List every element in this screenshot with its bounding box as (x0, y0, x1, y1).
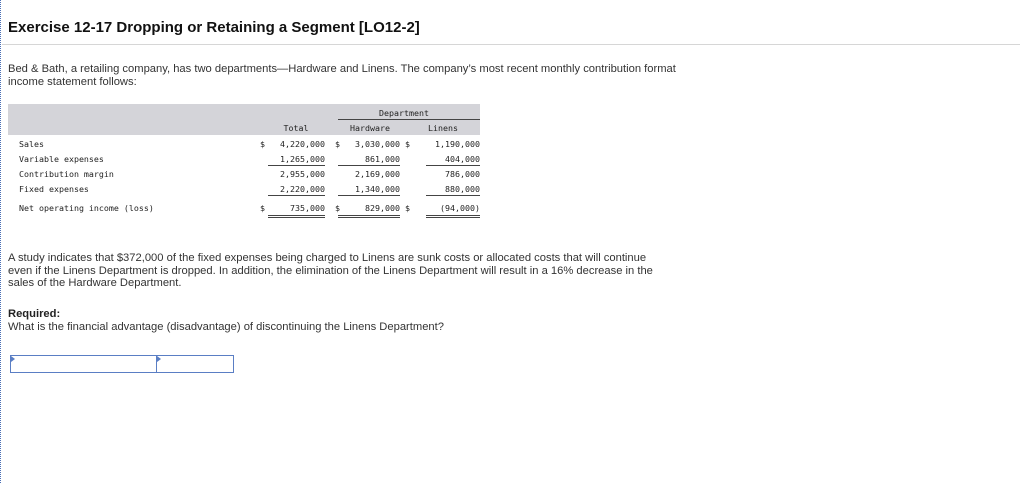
row-label-sales: Sales (19, 139, 44, 149)
net-operating-income-linens: (94,000) (440, 203, 480, 213)
sales-hardware: 3,030,000 (355, 139, 400, 149)
fixed-expenses-total: 2,220,000 (280, 184, 325, 194)
sales-linens: 1,190,000 (435, 139, 480, 149)
column-header-total: Total (283, 123, 309, 133)
intro-line: income statement follows: (8, 75, 137, 88)
row-label-variable-expenses: Variable expenses (19, 154, 104, 164)
contribution-margin-total: 2,955,000 (280, 169, 325, 179)
linens-underline (426, 165, 480, 166)
department-underline (338, 119, 480, 120)
study-line: sales of the Hardware Department. (8, 277, 182, 289)
contribution-margin-linens: 786,000 (445, 169, 480, 179)
study-paragraph (8, 252, 653, 290)
variable-expenses-linens: 404,000 (445, 154, 480, 164)
left-dotted-rule (0, 0, 1, 483)
intro-paragraph (8, 63, 676, 88)
total-double-underline (268, 215, 325, 218)
currency-symbol: $ (260, 203, 265, 213)
currency-symbol: $ (405, 139, 410, 149)
hardware-double-underline (338, 215, 400, 218)
required-question: What is the financial advantage (disadvantage) of discontinuing the Linens Department? (8, 321, 444, 333)
currency-symbol: $ (260, 139, 265, 149)
row-label-contribution-margin: Contribution margin (19, 169, 114, 179)
currency-symbol: $ (335, 139, 340, 149)
fixed-expenses-hardware: 1,340,000 (355, 184, 400, 194)
row-label-net-operating-income: Net operating income (loss) (19, 203, 154, 213)
sales-total: 4,220,000 (280, 139, 325, 149)
department-header: Department (379, 108, 429, 118)
answer-row (10, 355, 234, 373)
income-statement-table (8, 104, 480, 219)
fixed-expenses-linens: 880,000 (445, 184, 480, 194)
dropdown-marker-icon (157, 356, 161, 362)
study-line: A study indicates that $372,000 of the fixed expenses being charged to Linens are sunk costs or allocated costs that will continue (8, 252, 647, 264)
column-header-hardware: Hardware (350, 123, 390, 133)
total-underline (268, 195, 325, 196)
exercise-title: Exercise 12-17 Dropping or Retaining a Segment [LO12-2] (8, 19, 420, 36)
intro-line: Bed & Bath, a retailing company, has two departments—Hardware and Linens. The company’s most recent monthly contribution format (8, 63, 676, 75)
title-divider (2, 44, 1020, 45)
net-operating-income-hardware: 829,000 (365, 203, 400, 213)
hardware-underline (338, 195, 400, 196)
required-heading: Required: (8, 308, 61, 320)
linens-underline (426, 195, 480, 196)
study-line: even if the Linens Department is dropped. In addition, the elimination of the Linens Department will result in a 16% decrease in the (8, 264, 653, 277)
dropdown-marker-icon (11, 356, 15, 362)
currency-symbol: $ (335, 203, 340, 213)
total-underline (268, 165, 325, 166)
net-operating-income-total: 735,000 (290, 203, 325, 213)
answer-amount-field[interactable] (158, 356, 233, 372)
currency-symbol: $ (405, 203, 410, 213)
variable-expenses-total: 1,265,000 (280, 154, 325, 164)
hardware-underline (338, 165, 400, 166)
contribution-margin-hardware: 2,169,000 (355, 169, 400, 179)
linens-double-underline (426, 215, 480, 218)
column-header-linens: Linens (428, 123, 458, 133)
row-label-fixed-expenses: Fixed expenses (19, 184, 89, 194)
variable-expenses-hardware: 861,000 (365, 154, 400, 164)
answer-label-field[interactable] (11, 356, 157, 372)
